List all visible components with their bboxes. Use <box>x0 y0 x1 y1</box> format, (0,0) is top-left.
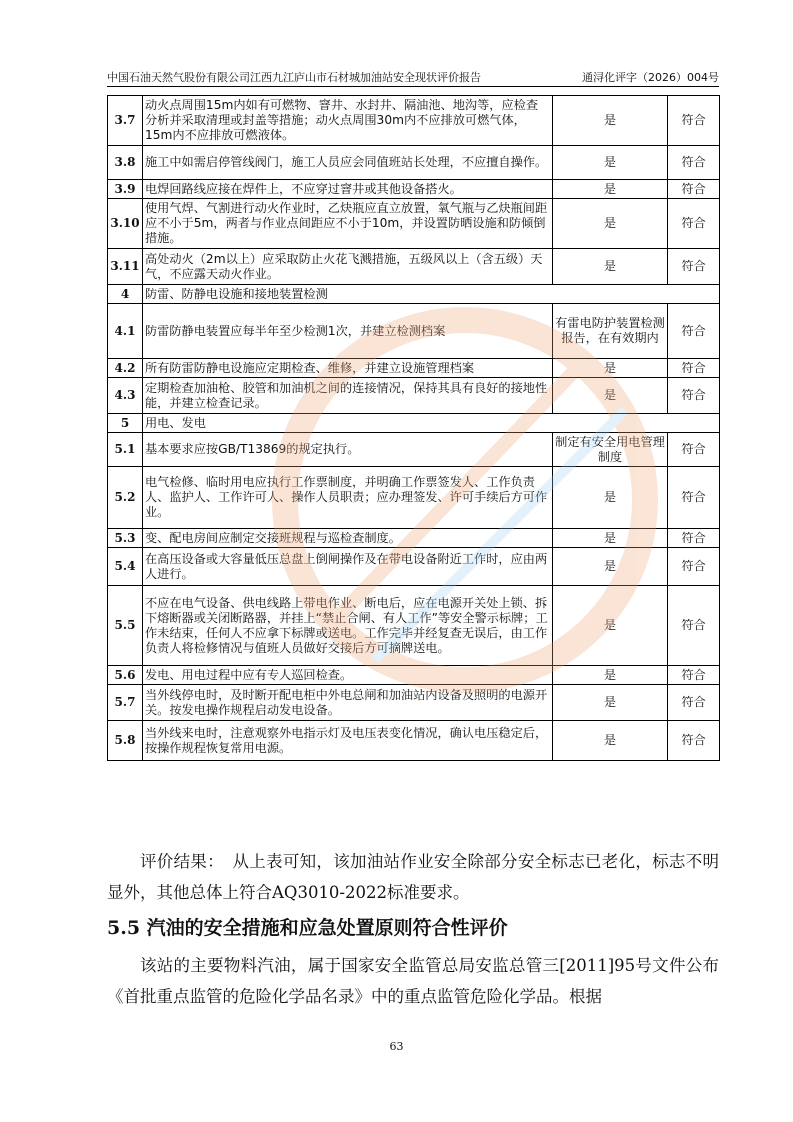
header-divider <box>107 86 719 87</box>
item-number-cell: 5.3 <box>108 529 143 548</box>
item-number-cell: 5.1 <box>108 433 143 467</box>
conformity-result-cell: 符合 <box>668 249 720 285</box>
table-row <box>108 529 720 548</box>
item-number-cell: 5.5 <box>108 586 143 666</box>
conformity-result-cell: 符合 <box>668 586 720 666</box>
table-row <box>108 96 720 146</box>
table-row <box>108 199 720 249</box>
check-status-cell: 是 <box>553 359 668 378</box>
check-status-cell: 是 <box>553 529 668 548</box>
requirement-cell: 施工中如需启停管线阀门，施工人员应会同值班站长处理，不应擅自操作。 <box>143 146 553 180</box>
item-number-cell: 5 <box>108 414 143 433</box>
item-number-cell: 3.8 <box>108 146 143 180</box>
check-status-cell: 是 <box>553 467 668 529</box>
check-status-cell: 是 <box>553 249 668 285</box>
requirement-cell: 所有防雷防静电设施应定期检查、维修，并建立设施管理档案 <box>143 359 553 378</box>
item-number-cell: 3.11 <box>108 249 143 285</box>
check-status-cell: 是 <box>553 180 668 199</box>
table-row <box>108 548 720 586</box>
table-row <box>108 721 720 761</box>
conformity-result-cell: 符合 <box>668 467 720 529</box>
conformity-result-cell: 符合 <box>668 548 720 586</box>
table-row <box>108 146 720 180</box>
table-row <box>108 467 720 529</box>
requirement-cell: 基本要求应按GB/T13869的规定执行。 <box>143 433 553 467</box>
conformity-result-cell: 符合 <box>668 433 720 467</box>
table-row <box>108 180 720 199</box>
conformity-result-cell: 符合 <box>668 685 720 721</box>
conformity-result-cell: 符合 <box>668 721 720 761</box>
conformity-result-cell: 符合 <box>668 359 720 378</box>
item-number-cell: 4.3 <box>108 378 143 414</box>
requirement-cell: 当外线停电时，及时断开配电柜中外电总闸和加油站内设备及照明的电源开关。按发电操作规程启动发电设备。 <box>143 685 553 721</box>
check-status-cell: 是 <box>553 146 668 180</box>
check-status-cell: 是 <box>553 666 668 685</box>
header-report-title: 中国石油天然气股份有限公司江西九江庐山市石材城加油站安全现状评价报告 <box>107 71 481 84</box>
check-status-cell: 是 <box>553 586 668 666</box>
table-row <box>108 249 720 285</box>
table-row <box>108 586 720 666</box>
requirement-cell: 在高压设备或大容量低压总盘上倒闸操作及在带电设备附近工作时，应由两人进行。 <box>143 548 553 586</box>
check-status-cell: 有雷电防护装置检测报告，在有效期内 <box>553 304 668 359</box>
requirement-cell: 不应在电气设备、供电线路上带电作业、断电后，应在电源开关处上锁、拆下熔断器或关闭断路器，并挂上“禁止合闸、有人工作”等安全警示标牌；工作未结束，任何人不应拿下标牌或送电。工作完毕并经复查无误后，由工作负责人将检修情况与值班人员做好交接后方可摘牌送电。 <box>143 586 553 666</box>
check-status-cell: 是 <box>553 548 668 586</box>
conformity-result-cell: 符合 <box>668 199 720 249</box>
requirement-cell: 变、配电房间应制定交接班规程与巡检查制度。 <box>143 529 553 548</box>
conformity-result-cell: 符合 <box>668 146 720 180</box>
evaluation-conclusion: 评价结果： 从上表可知，该加油站作业安全除部分安全标志已老化，标志不明显外，其他总体上符合AQ3010-2022标准要求。 <box>107 852 719 902</box>
body-paragraph: 该站的主要物料汽油，属于国家安全监管总局安监总管三[2011]95号文件公布《首批重点监管的危险化学品名录》中的重点监管危险化学品。根据 <box>107 956 719 1006</box>
requirement-cell: 电焊回路线应接在焊件上，不应穿过窨井或其他设备搭火。 <box>143 180 553 199</box>
conformity-result-cell: 符合 <box>668 96 720 146</box>
item-number-cell: 5.6 <box>108 666 143 685</box>
table-row <box>108 378 720 414</box>
table-section-row <box>108 414 720 433</box>
item-number-cell: 5.8 <box>108 721 143 761</box>
requirement-cell: 防雷防静电装置应每半年至少检测1次，并建立检测档案 <box>143 304 553 359</box>
item-number-cell: 5.2 <box>108 467 143 529</box>
table-row <box>108 433 720 467</box>
section-heading: 5.5 汽油的安全措施和应急处置原则符合性评价 <box>107 917 508 939</box>
table-row <box>108 359 720 378</box>
requirement-cell: 发电、用电过程中应有专人巡回检查。 <box>143 666 553 685</box>
requirement-cell: 当外线来电时，注意观察外电指示灯及电压表变化情况，确认电压稳定后，按操作规程恢复常用电源。 <box>143 721 553 761</box>
item-number-cell: 5.7 <box>108 685 143 721</box>
running-header <box>107 67 719 85</box>
section-title-cell: 用电、发电 <box>143 414 720 433</box>
item-number-cell: 3.9 <box>108 180 143 199</box>
item-number-cell: 3.10 <box>108 199 143 249</box>
check-status-cell: 是 <box>553 199 668 249</box>
item-number-cell: 5.4 <box>108 548 143 586</box>
conformity-result-cell: 符合 <box>668 180 720 199</box>
requirement-cell: 电气检修、临时用电应执行工作票制度，并明确工作票签发人、工作负责人、监护人、工作许可人、操作人员职责；应办理签发、许可手续后方可作业。 <box>143 467 553 529</box>
page-number: 63 <box>389 1040 404 1053</box>
check-status-cell: 制定有安全用电管理制度 <box>553 433 668 467</box>
item-number-cell: 4.1 <box>108 304 143 359</box>
item-number-cell: 3.7 <box>108 96 143 146</box>
evaluation-table <box>107 95 720 761</box>
header-report-number: 通浔化评字（2026）004号 <box>582 71 719 84</box>
requirement-cell: 使用气焊、气割进行动火作业时，乙炔瓶应直立放置，氧气瓶与乙炔瓶间距应不小于5m，两者与作业点间距应不小于10m，并设置防晒设施和防倾倒措施。 <box>143 199 553 249</box>
check-status-cell: 是 <box>553 378 668 414</box>
table-row <box>108 666 720 685</box>
table-section-row <box>108 285 720 304</box>
check-status-cell: 是 <box>553 96 668 146</box>
table-row <box>108 304 720 359</box>
requirement-cell: 动火点周围15m内如有可燃物、窨井、水封井、隔油池、地沟等，应检查分析并采取清理或封盖等措施；动火点周围30m内不应排放可燃气体，15m内不应排放可燃液体。 <box>143 96 553 146</box>
section-title-cell: 防雷、防静电设施和接地装置检测 <box>143 285 720 304</box>
item-number-cell: 4 <box>108 285 143 304</box>
conformity-result-cell: 符合 <box>668 529 720 548</box>
conformity-result-cell: 符合 <box>668 378 720 414</box>
table-row <box>108 685 720 721</box>
item-number-cell: 4.2 <box>108 359 143 378</box>
check-status-cell: 是 <box>553 685 668 721</box>
conformity-result-cell: 符合 <box>668 304 720 359</box>
requirement-cell: 定期检查加油枪、胶管和加油机之间的连接情况，保持其具有良好的接地性能，并建立检查记录。 <box>143 378 553 414</box>
check-status-cell: 是 <box>553 721 668 761</box>
requirement-cell: 高处动火（2m以上）应采取防止火花飞溅措施，五级风以上（含五级）天气，不应露天动火作业。 <box>143 249 553 285</box>
conformity-result-cell: 符合 <box>668 666 720 685</box>
